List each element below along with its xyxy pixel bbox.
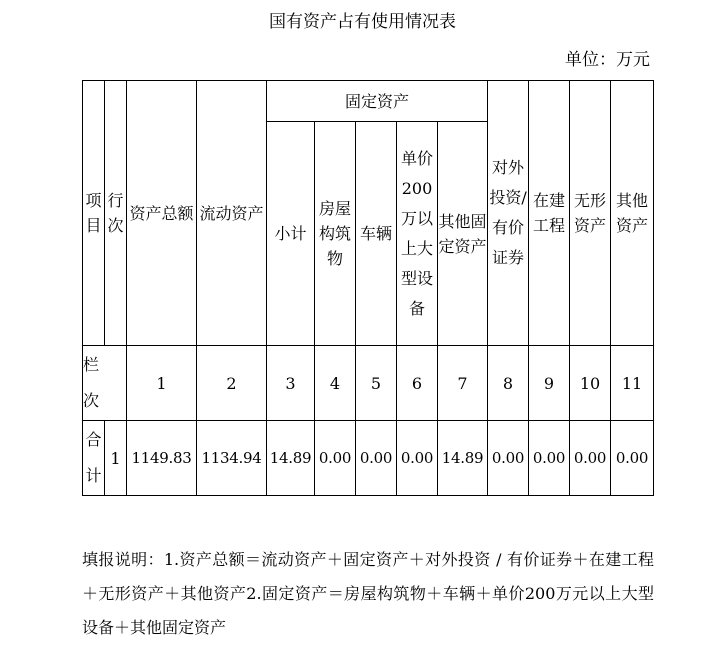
header-construction: 在建工程	[529, 81, 570, 346]
header-investments-label: 对外投资/有价证券	[489, 158, 527, 267]
total-value: 1134.94	[197, 421, 267, 496]
header-subtotal: 小计	[267, 122, 315, 346]
total-label-text: 合计	[85, 430, 102, 485]
header-fixed-assets: 固定资产	[267, 81, 488, 122]
asset-table	[82, 80, 654, 496]
header-buildings: 房屋构筑物	[315, 122, 356, 346]
filling-note: 填报说明：1.资产总额＝流动资产＋固定资产＋对外投资 / 有价证券＋在建工程＋无形资产＋其他资产2.固定资产＝房屋构筑物＋车辆＋单价200万元以上大型设备＋其他固定资产	[82, 550, 654, 637]
header-total-assets: 资产总额	[127, 81, 197, 346]
header-large-equipment	[397, 122, 438, 346]
seq-number: 11	[611, 346, 654, 421]
seq-number: 6	[397, 346, 438, 421]
total-value: 0.00	[529, 421, 570, 496]
page-title: 国有资产占有使用情况表	[269, 12, 456, 32]
seq-label	[83, 346, 127, 421]
header-row-no: 行次	[105, 81, 127, 346]
seq-number: 1	[127, 346, 197, 421]
total-row-no: 1	[105, 421, 127, 496]
header-vehicles: 车辆	[356, 122, 397, 346]
total-value: 0.00	[356, 421, 397, 496]
header-other-fixed: 其他固定资产	[438, 122, 488, 346]
seq-number: 5	[356, 346, 397, 421]
seq-number: 10	[570, 346, 611, 421]
header-current-assets: 流动资产	[197, 81, 267, 346]
total-value: 14.89	[267, 421, 315, 496]
total-value: 1149.83	[127, 421, 197, 496]
seq-number: 9	[529, 346, 570, 421]
header-other-assets: 其他资产	[611, 81, 654, 346]
header-intangible: 无形资产	[570, 81, 611, 346]
unit-label: 单位：万元	[565, 50, 650, 70]
total-value: 0.00	[488, 421, 529, 496]
seq-number: 7	[438, 346, 488, 421]
header-investments	[488, 81, 529, 346]
total-value: 0.00	[397, 421, 438, 496]
header-item: 项目	[83, 81, 105, 346]
seq-number: 4	[315, 346, 356, 421]
total-value: 0.00	[315, 421, 356, 496]
seq-label-text: 栏次	[83, 355, 100, 410]
seq-number: 8	[488, 346, 529, 421]
seq-number: 3	[267, 346, 315, 421]
total-value: 0.00	[570, 421, 611, 496]
total-value: 0.00	[611, 421, 654, 496]
total-label	[83, 421, 105, 496]
header-large-equipment-label: 单价200万以上大型设备	[400, 148, 433, 318]
total-value: 14.89	[438, 421, 488, 496]
seq-number: 2	[197, 346, 267, 421]
